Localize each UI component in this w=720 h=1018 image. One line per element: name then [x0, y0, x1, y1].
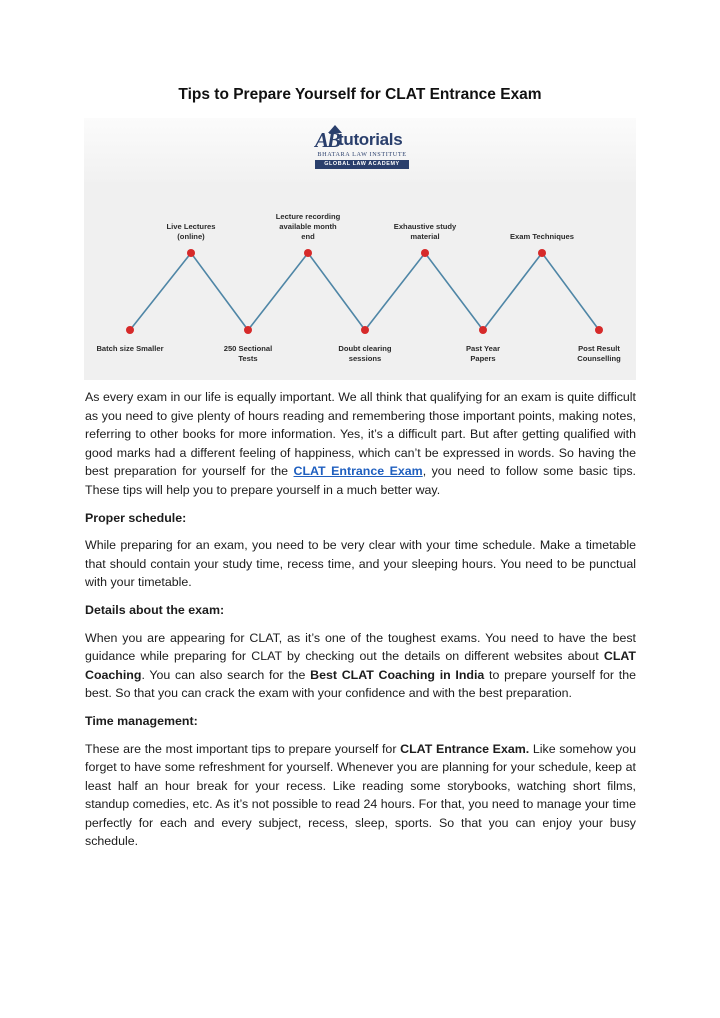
bottom-node-4 [479, 326, 487, 334]
zigzag-svg [84, 182, 636, 380]
top-label-1-line: Live Lectures [166, 222, 216, 231]
top-node-2 [304, 249, 312, 257]
page-title: Tips to Prepare Yourself for CLAT Entrance Exam [178, 86, 542, 103]
bottom-label-3 [338, 344, 392, 363]
top-node-3 [421, 249, 429, 257]
bottom-label-3-line: sessions [348, 354, 382, 363]
bottom-label-5-line: Post Result [578, 344, 620, 353]
top-label-2-line: Lecture recording [275, 212, 341, 221]
intro-text-1: As every exam in our life is equally important. We all think that qualifying for an exam is quite difficult as you need to give plenty of hours reading and remembering those important points, making notes, referring to other books for more information. Yes, it’s a difficult part. But after getting qualified with good marks had a different feeling of happiness, which can’t be expressed in words. So having the best preparation for yourself for the [85, 390, 636, 479]
bottom-label-4 [466, 344, 500, 363]
features-zigzag-diagram [84, 182, 636, 380]
top-label-1-line: (online) [177, 232, 205, 241]
details-text-3: to prepare yourself for the best. So that you can crack the exam with your confidence and with the best preparation. [85, 667, 636, 701]
top-label-1 [167, 222, 216, 241]
top-label-3-line: material [410, 232, 440, 241]
clat-entrance-exam-link[interactable]: CLAT Entrance Exam [293, 464, 423, 479]
bottom-node-3 [361, 326, 369, 334]
bottom-label-5 [577, 344, 621, 363]
bottom-label-4-line: Papers [470, 354, 496, 363]
top-label-2-line: available month [279, 222, 337, 231]
heading-details-exam: Details about the exam: [85, 602, 225, 617]
time-text-2: Like somehow you forget to have some refreshment for yourself. Whenever you are planning for your schedule, keep at least half an hour break for your recess. Like reading some storybooks, watching short films, standup comedies, etc. As it’s not possible to read 24 hours. For that, you need to manage your time perfectly for each and every subject, recess, sleep, sports. So that you can enjoy your busy schedule. [85, 741, 636, 849]
details-text-2: . You can also search for the [141, 667, 311, 682]
zigzag-line [130, 253, 599, 330]
abtutorials-logo [315, 128, 409, 172]
bottom-label-2 [224, 344, 273, 363]
logo-tagline: GLOBAL LAW ACADEMY [315, 160, 409, 169]
intro-paragraph [85, 388, 636, 500]
bottom-node-5 [595, 326, 603, 334]
top-node-1 [187, 249, 195, 257]
time-text-1: These are the most important tips to prepare yourself for [85, 741, 401, 756]
details-text-1: When you are appearing for CLAT, as it’s one of the toughest exams. You need to have the best guidance while preparing for CLAT by checking out the details on different websites about [85, 630, 636, 664]
top-label-3 [394, 222, 457, 241]
heading-time-management: Time management: [85, 713, 198, 728]
time-bold-1: CLAT Entrance Exam. [400, 741, 530, 756]
top-label-2 [276, 212, 341, 241]
bottom-label-2-line: Tests [238, 354, 258, 363]
bottom-node-2 [244, 326, 252, 334]
bottom-label-1-line: Batch size Smaller [96, 344, 164, 353]
bottom-label-1 [96, 344, 163, 353]
bottom-label-3-line: Doubt clearing [338, 344, 392, 353]
details-bold-1: CLAT Coaching [85, 649, 636, 682]
top-label-4-line: Exam Techniques [509, 232, 575, 241]
top-label-2-line: end [301, 232, 315, 241]
article-body [85, 388, 636, 860]
intro-text-2: , you need to follow some basic tips. These tips will help you to prepare yourself in a much better way. [85, 464, 636, 497]
details-bold-2: Best CLAT Coaching in India [310, 667, 485, 682]
heading-proper-schedule: Proper schedule: [85, 510, 187, 525]
logo-subtitle: BHATARA LAW INSTITUTE [317, 151, 407, 158]
logo-word: tutorials [338, 130, 403, 149]
logo-mark: AB [315, 128, 340, 152]
bottom-node-1 [126, 326, 134, 334]
bottom-label-4-line: Past Year [465, 344, 501, 353]
top-node-4 [538, 249, 546, 257]
bottom-label-2-line: 250 Sectional [223, 344, 273, 353]
schedule-paragraph: While preparing for an exam, you need to be very clear with your time schedule. Make a timetable that should contain your study time, recess time, and your sleeping hours. You need to be punctual with your timetable. [85, 538, 636, 590]
top-label-3-line: Exhaustive study [393, 222, 457, 231]
top-label-4 [510, 232, 574, 241]
time-paragraph [85, 740, 636, 852]
details-paragraph [85, 629, 636, 703]
bottom-label-5-line: Counselling [577, 354, 621, 363]
